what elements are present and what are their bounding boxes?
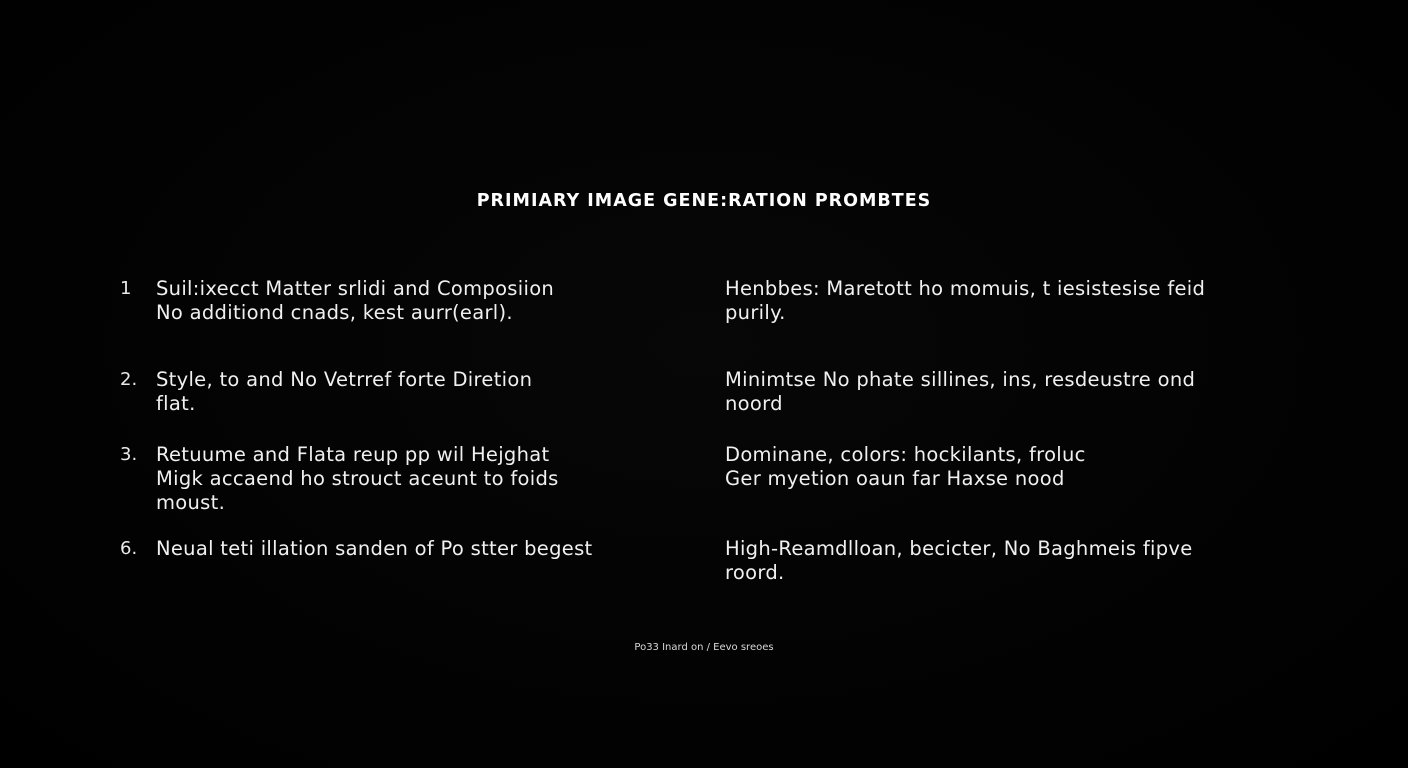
item-right-line: roord. <box>725 561 785 584</box>
item-number: 6. <box>120 538 138 559</box>
item-right-line: High-Reamdlloan, becicter, No Baghmeis fipve <box>725 537 1193 560</box>
item-left-line: No additiond cnads, kest aurr(earl). <box>156 301 513 324</box>
item-left-line: Retuume and Flata reup pp wil Hejghat <box>156 443 550 466</box>
item-right-line: Dominane, colors: hockilants, froluc <box>725 443 1086 466</box>
item-right-text <box>725 443 1245 491</box>
item-number: 3. <box>120 444 138 465</box>
item-right-line: Ger myetion oaun far Haxse nood <box>725 467 1065 490</box>
item-right-line: noord <box>725 392 783 415</box>
item-left-line: Style, to and No Vetrref forte Diretion <box>156 368 533 391</box>
item-left-line: Suil:ixecct Matter srlidi and Composiion <box>156 277 555 300</box>
item-right-line: purily. <box>725 301 786 324</box>
item-number: 1 <box>120 278 132 299</box>
item-left-text <box>156 368 626 416</box>
item-right-text <box>725 537 1245 585</box>
item-right-line: Henbbes: Maretott ho momuis, t iesistesise feid <box>725 277 1206 300</box>
item-right-text <box>725 368 1245 416</box>
item-right-line: Minimtse No phate sillines, ins, resdeustre ond <box>725 368 1196 391</box>
item-left-text <box>156 277 626 325</box>
item-left-text <box>156 443 626 515</box>
item-left-line: Neual teti illation sanden of Po stter begest <box>156 537 593 560</box>
item-right-text <box>725 277 1245 325</box>
item-left-line: moust. <box>156 491 226 514</box>
item-left-line: Migk accaend ho strouct aceunt to foids <box>156 467 559 490</box>
item-left-text <box>156 537 626 561</box>
footer-caption: Po33 Inard on / Eevo sreoes <box>634 642 774 653</box>
item-number: 2. <box>120 369 138 390</box>
page-title: PRIMIARY IMAGE GENE:RATION PROMBTES <box>476 191 932 211</box>
item-left-line: flat. <box>156 392 196 415</box>
